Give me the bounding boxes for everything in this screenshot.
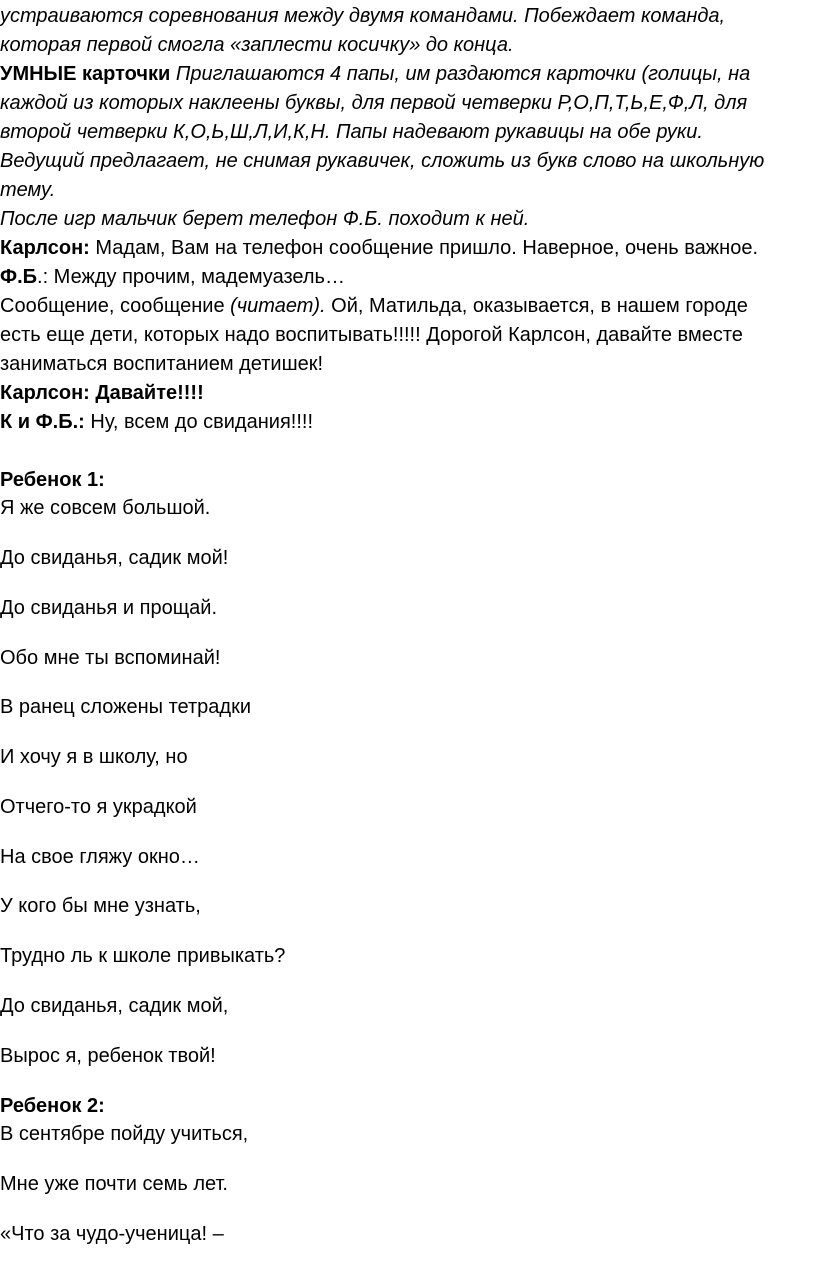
- message-text-a: Сообщение, сообщение: [0, 295, 231, 317]
- poem-line: И хочу я в школу, но: [0, 746, 188, 768]
- cards-line-1-text: Приглашаются 4 папы, им раздаются карточки (голицы, на: [170, 63, 751, 85]
- poem-line: Мне уже почти семь лет.: [0, 1173, 228, 1195]
- poem-line: Отчего-то я украдкой: [0, 796, 197, 818]
- cards-paragraph-line-1: [0, 60, 750, 89]
- poem-line: В сентябре пойду учиться,: [0, 1123, 249, 1145]
- fb-line: [0, 263, 345, 292]
- message-line-2: есть еще дети, которых надо воспитывать!!!!! Дорогой Карлсон, давайте вместе: [0, 324, 743, 346]
- karlson-line: [0, 234, 758, 263]
- poem-line: Вырос я, ребенок твой!: [0, 1045, 216, 1067]
- both-label: К и Ф.Б.:: [0, 411, 85, 433]
- intro-line-1: устраиваются соревнования между двумя командами. Побеждает команда,: [0, 5, 726, 27]
- poem-line: Я же совсем большой.: [0, 497, 211, 519]
- cards-title: УМНЫЕ карточки: [0, 63, 171, 85]
- message-reads: (читает).: [230, 295, 326, 317]
- poem-line: До свиданья, садик мой!: [0, 547, 229, 569]
- poem-line: Обо мне ты вспоминай!: [0, 647, 221, 669]
- child1-heading: Ребенок 1:: [0, 469, 105, 491]
- message-text-b: Ой, Матильда, оказывается, в нашем городе: [325, 295, 748, 317]
- karlson-reply: Карлсон: Давайте!!!!: [0, 382, 204, 404]
- cards-line-5: тему.: [0, 179, 56, 201]
- message-line-1: [0, 292, 748, 321]
- fb-text: .: Между прочим, мадемуазель…: [37, 266, 345, 288]
- cards-line-3: второй четверки К,О,Ь,Ш,Л,И,К,Н. Папы надевают рукавицы на обе руки.: [0, 121, 703, 143]
- poem-line: До свиданья, садик мой,: [0, 995, 229, 1017]
- karlson-text: Мадам, Вам на телефон сообщение пришло. Наверное, очень важное.: [89, 237, 759, 259]
- poem-line: Трудно ль к школе привыкать?: [0, 945, 286, 967]
- cards-line-6: После игр мальчик берет телефон Ф.Б. походит к ней.: [0, 208, 530, 230]
- fb-label: Ф.Б: [0, 266, 38, 288]
- poem-line: До свиданья и прощай.: [0, 597, 218, 619]
- intro-line-2: которая первой смогла «заплести косичку» до конца.: [0, 34, 514, 56]
- both-text: Ну, всем до свидания!!!!: [84, 411, 313, 433]
- poem-line: В ранец сложены тетрадки: [0, 696, 251, 718]
- karlson-label: Карлсон:: [0, 237, 90, 259]
- cards-line-2: каждой из которых наклеены буквы, для первой четверки Р,О,П,Т,Ь,Е,Ф,Л, для: [0, 92, 748, 114]
- child2-heading: Ребенок 2:: [0, 1095, 105, 1117]
- both-line: [0, 408, 313, 437]
- message-line-3: заниматься воспитанием детишек!: [0, 353, 324, 375]
- poem-line: У кого бы мне узнать,: [0, 895, 201, 917]
- cards-line-4: Ведущий предлагает, не снимая рукавичек, сложить из букв слово на школьную: [0, 150, 765, 172]
- poem-line: «Что за чудо-ученица! –: [0, 1223, 224, 1245]
- poem-line: На свое гляжу окно…: [0, 846, 200, 868]
